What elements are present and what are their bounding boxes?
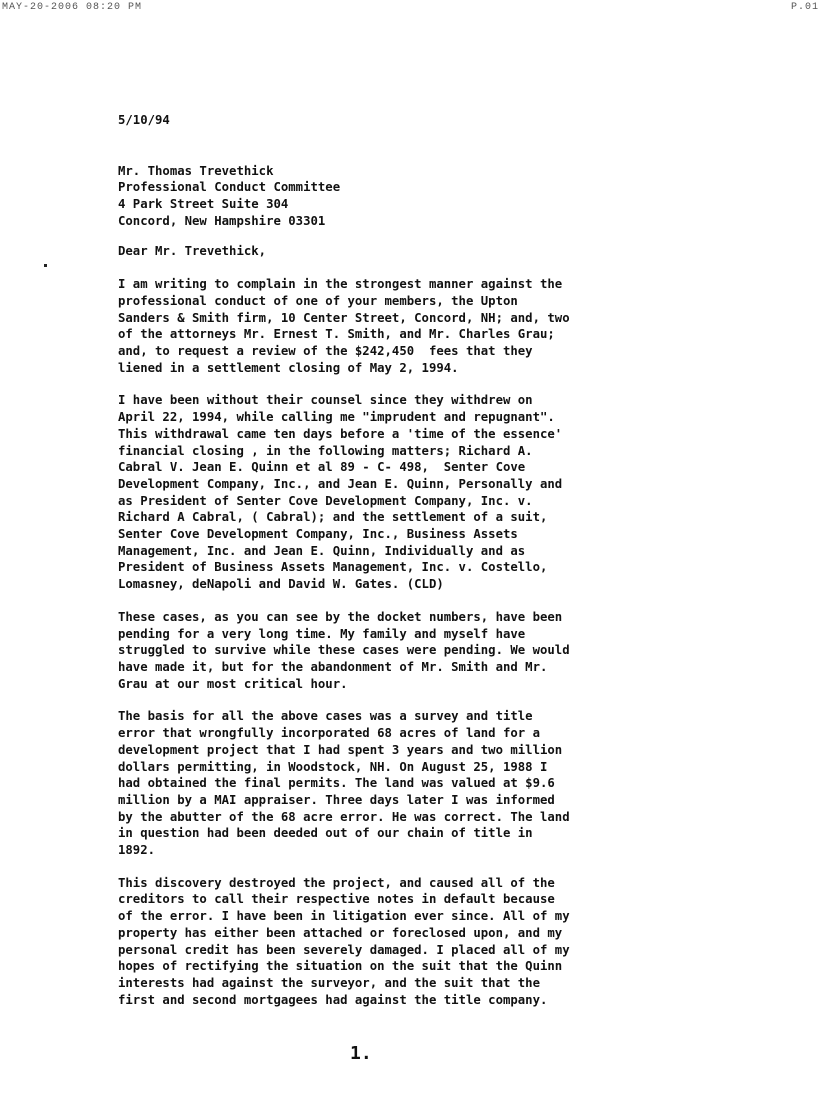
text-line: personal credit has been severely damaged. I placed all of my: [118, 942, 570, 957]
text-line: Lomasney, deNapoli and David W. Gates. (CLD): [118, 577, 444, 592]
letter-body: [118, 112, 718, 1024]
text-line: of the attorneys Mr. Ernest T. Smith, and Mr. Charles Grau;: [118, 327, 555, 342]
text-line: struggled to survive while these cases were pending. We would: [118, 643, 570, 658]
text-line: Development Company, Inc., and Jean E. Quinn, Personally and: [118, 476, 563, 491]
text-line: dollars permitting, in Woodstock, NH. On August 25, 1988 I: [118, 759, 548, 774]
text-line: creditors to call their respective notes in default because: [118, 892, 555, 907]
text-line: I am writing to complain in the strongest manner against the: [118, 277, 563, 292]
recipient-city: Concord, New Hampshire 03301: [118, 213, 326, 228]
text-line: million by a MAI appraiser. Three days later I was informed: [118, 792, 555, 807]
text-line: April 22, 1994, while calling me "imprudent and repugnant".: [118, 410, 555, 425]
text-line: President of Business Assets Management, Inc. v. Costello,: [118, 560, 548, 575]
text-line: interests had against the surveyor, and the suit that the: [118, 975, 540, 990]
paragraph-withdrawal: [118, 392, 718, 592]
text-line: Senter Cove Development Company, Inc., Business Assets: [118, 527, 518, 542]
text-line: error that wrongfully incorporated 68 acres of land for a: [118, 726, 540, 741]
text-line: 1892.: [118, 843, 156, 858]
salutation: Dear Mr. Trevethick,: [118, 243, 267, 258]
page-number: 1.: [350, 1043, 372, 1064]
text-line: hopes of rectifying the situation on the suit that the Quinn: [118, 959, 563, 974]
text-line: These cases, as you can see by the docket numbers, have been: [118, 609, 563, 624]
text-line: in question had been deeded out of our chain of title in: [118, 826, 533, 841]
text-line: first and second mortgagees had against the title company.: [118, 992, 548, 1007]
recipient-name: Mr. Thomas Trevethick: [118, 163, 274, 178]
paragraph-pending-cases: [118, 609, 718, 693]
fax-timestamp: MAY-20-2006 08:20 PM: [2, 2, 143, 13]
text-line: The basis for all the above cases was a survey and title: [118, 709, 533, 724]
fax-page-label: P.01: [790, 2, 819, 13]
recipient-committee: Professional Conduct Committee: [118, 180, 341, 195]
text-line: by the abutter of the 68 acre error. He was correct. The land: [118, 809, 570, 824]
text-line: had obtained the final permits. The land was valued at $9.6: [118, 776, 555, 791]
text-line: Grau at our most critical hour.: [118, 676, 348, 691]
fax-header: [0, 2, 839, 16]
letter-date: 5/10/94: [118, 113, 170, 127]
text-line: Richard A Cabral, ( Cabral); and the settlement of a suit,: [118, 510, 548, 525]
paragraph-discovery: [118, 875, 718, 1009]
text-line: professional conduct of one of your members, the Upton: [118, 293, 518, 308]
text-line: This discovery destroyed the project, and caused all of the: [118, 875, 555, 890]
text-line: development project that I had spent 3 years and two million: [118, 742, 563, 757]
text-line: property has either been attached or foreclosed upon, and my: [118, 925, 563, 940]
text-line: and, to request a review of the $242,450 fees that they: [118, 344, 533, 359]
text-line: have made it, but for the abandonment of Mr. Smith and Mr.: [118, 659, 548, 674]
stray-mark: [44, 264, 47, 267]
paragraph-survey-error: [118, 708, 718, 858]
text-line: as President of Senter Cove Development Company, Inc. v.: [118, 493, 533, 508]
text-line: liened in a settlement closing of May 2, 1994.: [118, 360, 459, 375]
text-line: financial closing , in the following matters; Richard A.: [118, 443, 533, 458]
text-line: Cabral V. Jean E. Quinn et al 89 - C- 498, Senter Cove: [118, 460, 526, 475]
text-line: I have been without their counsel since they withdrew on: [118, 393, 533, 408]
text-line: This withdrawal came ten days before a 'time of the essence': [118, 426, 563, 441]
recipient-address: [118, 163, 718, 230]
text-line: Management, Inc. and Jean E. Quinn, Individually and as: [118, 543, 526, 558]
recipient-street: 4 Park Street Suite 304: [118, 197, 289, 212]
paragraph-complaint: [118, 276, 718, 376]
text-line: of the error. I have been in litigation ever since. All of my: [118, 909, 570, 924]
text-line: Sanders & Smith firm, 10 Center Street, Concord, NH; and, two: [118, 310, 570, 325]
text-line: pending for a very long time. My family and myself have: [118, 626, 526, 641]
